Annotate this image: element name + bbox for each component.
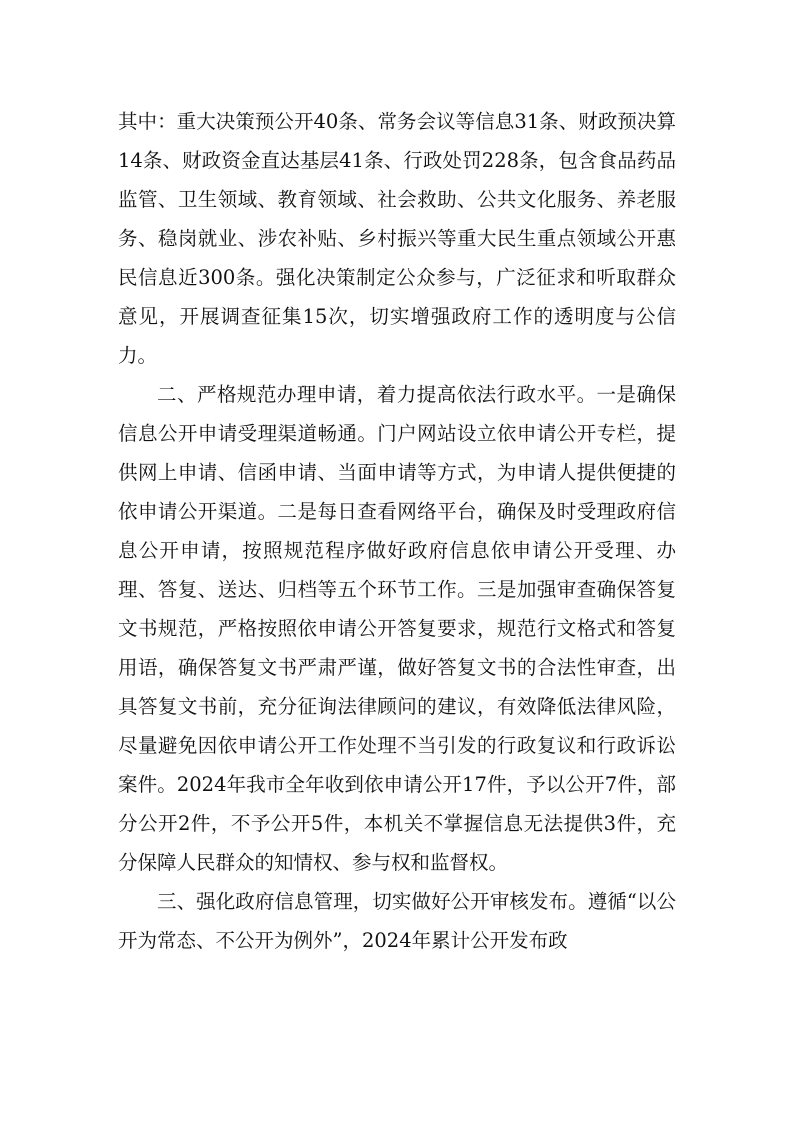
paragraph-1: 其中：重大决策预公开40条、常务会议等信息31条、财政预决算14条、财政资金直达基层41条、行政处罚228条，包含食品药品监管、卫生领域、教育领域、社会救助、公共文化服务、养老服务、稳岗就业、涉农补贴、乡村振兴等重大民生重点领域公开惠民信息近300条。强化决策制定公众参与，广泛征求和听取群众意见，开展调查征集15次，切实增强政府工作的透明度与公信力。 xyxy=(118,110,676,367)
paragraph-3: 三、强化政府信息管理，切实做好公开审核发布。遵循“以公开为常态、不公开为例外”，2024年累计公开发布政 xyxy=(118,890,676,952)
paragraph-2: 二、严格规范办理申请，着力提高依法行政水平。一是确保信息公开申请受理渠道畅通。门户网站设立依申请公开专栏，提供网上申请、信函申请、当面申请等方式，为申请人提供便捷的依申请公开渠道。二是每日查看网络平台，确保及时受理政府信息公开申请，按照规范程序做好政府信息依申请公开受理、办理、答复、送达、归档等五个环节工作。三是加强审查确保答复文书规范，严格按照依申请公开答复要求，规范行文格式和答复用语，确保答复文书严肃严谨，做好答复文书的合法性审查，出具答复文书前，充分征询法律顾问的建议，有效降低法律风险，尽量避免因依申请公开工作处理不当引发的行政复议和行政诉讼案件。2024年我市全年收到依申请公开17件，予以公开7件，部分公开2件，不予公开5件，本机关不掌握信息无法提供3件，充分保障人民群众的知情权、参与权和监督权。 xyxy=(118,383,676,874)
document-body xyxy=(118,102,676,960)
